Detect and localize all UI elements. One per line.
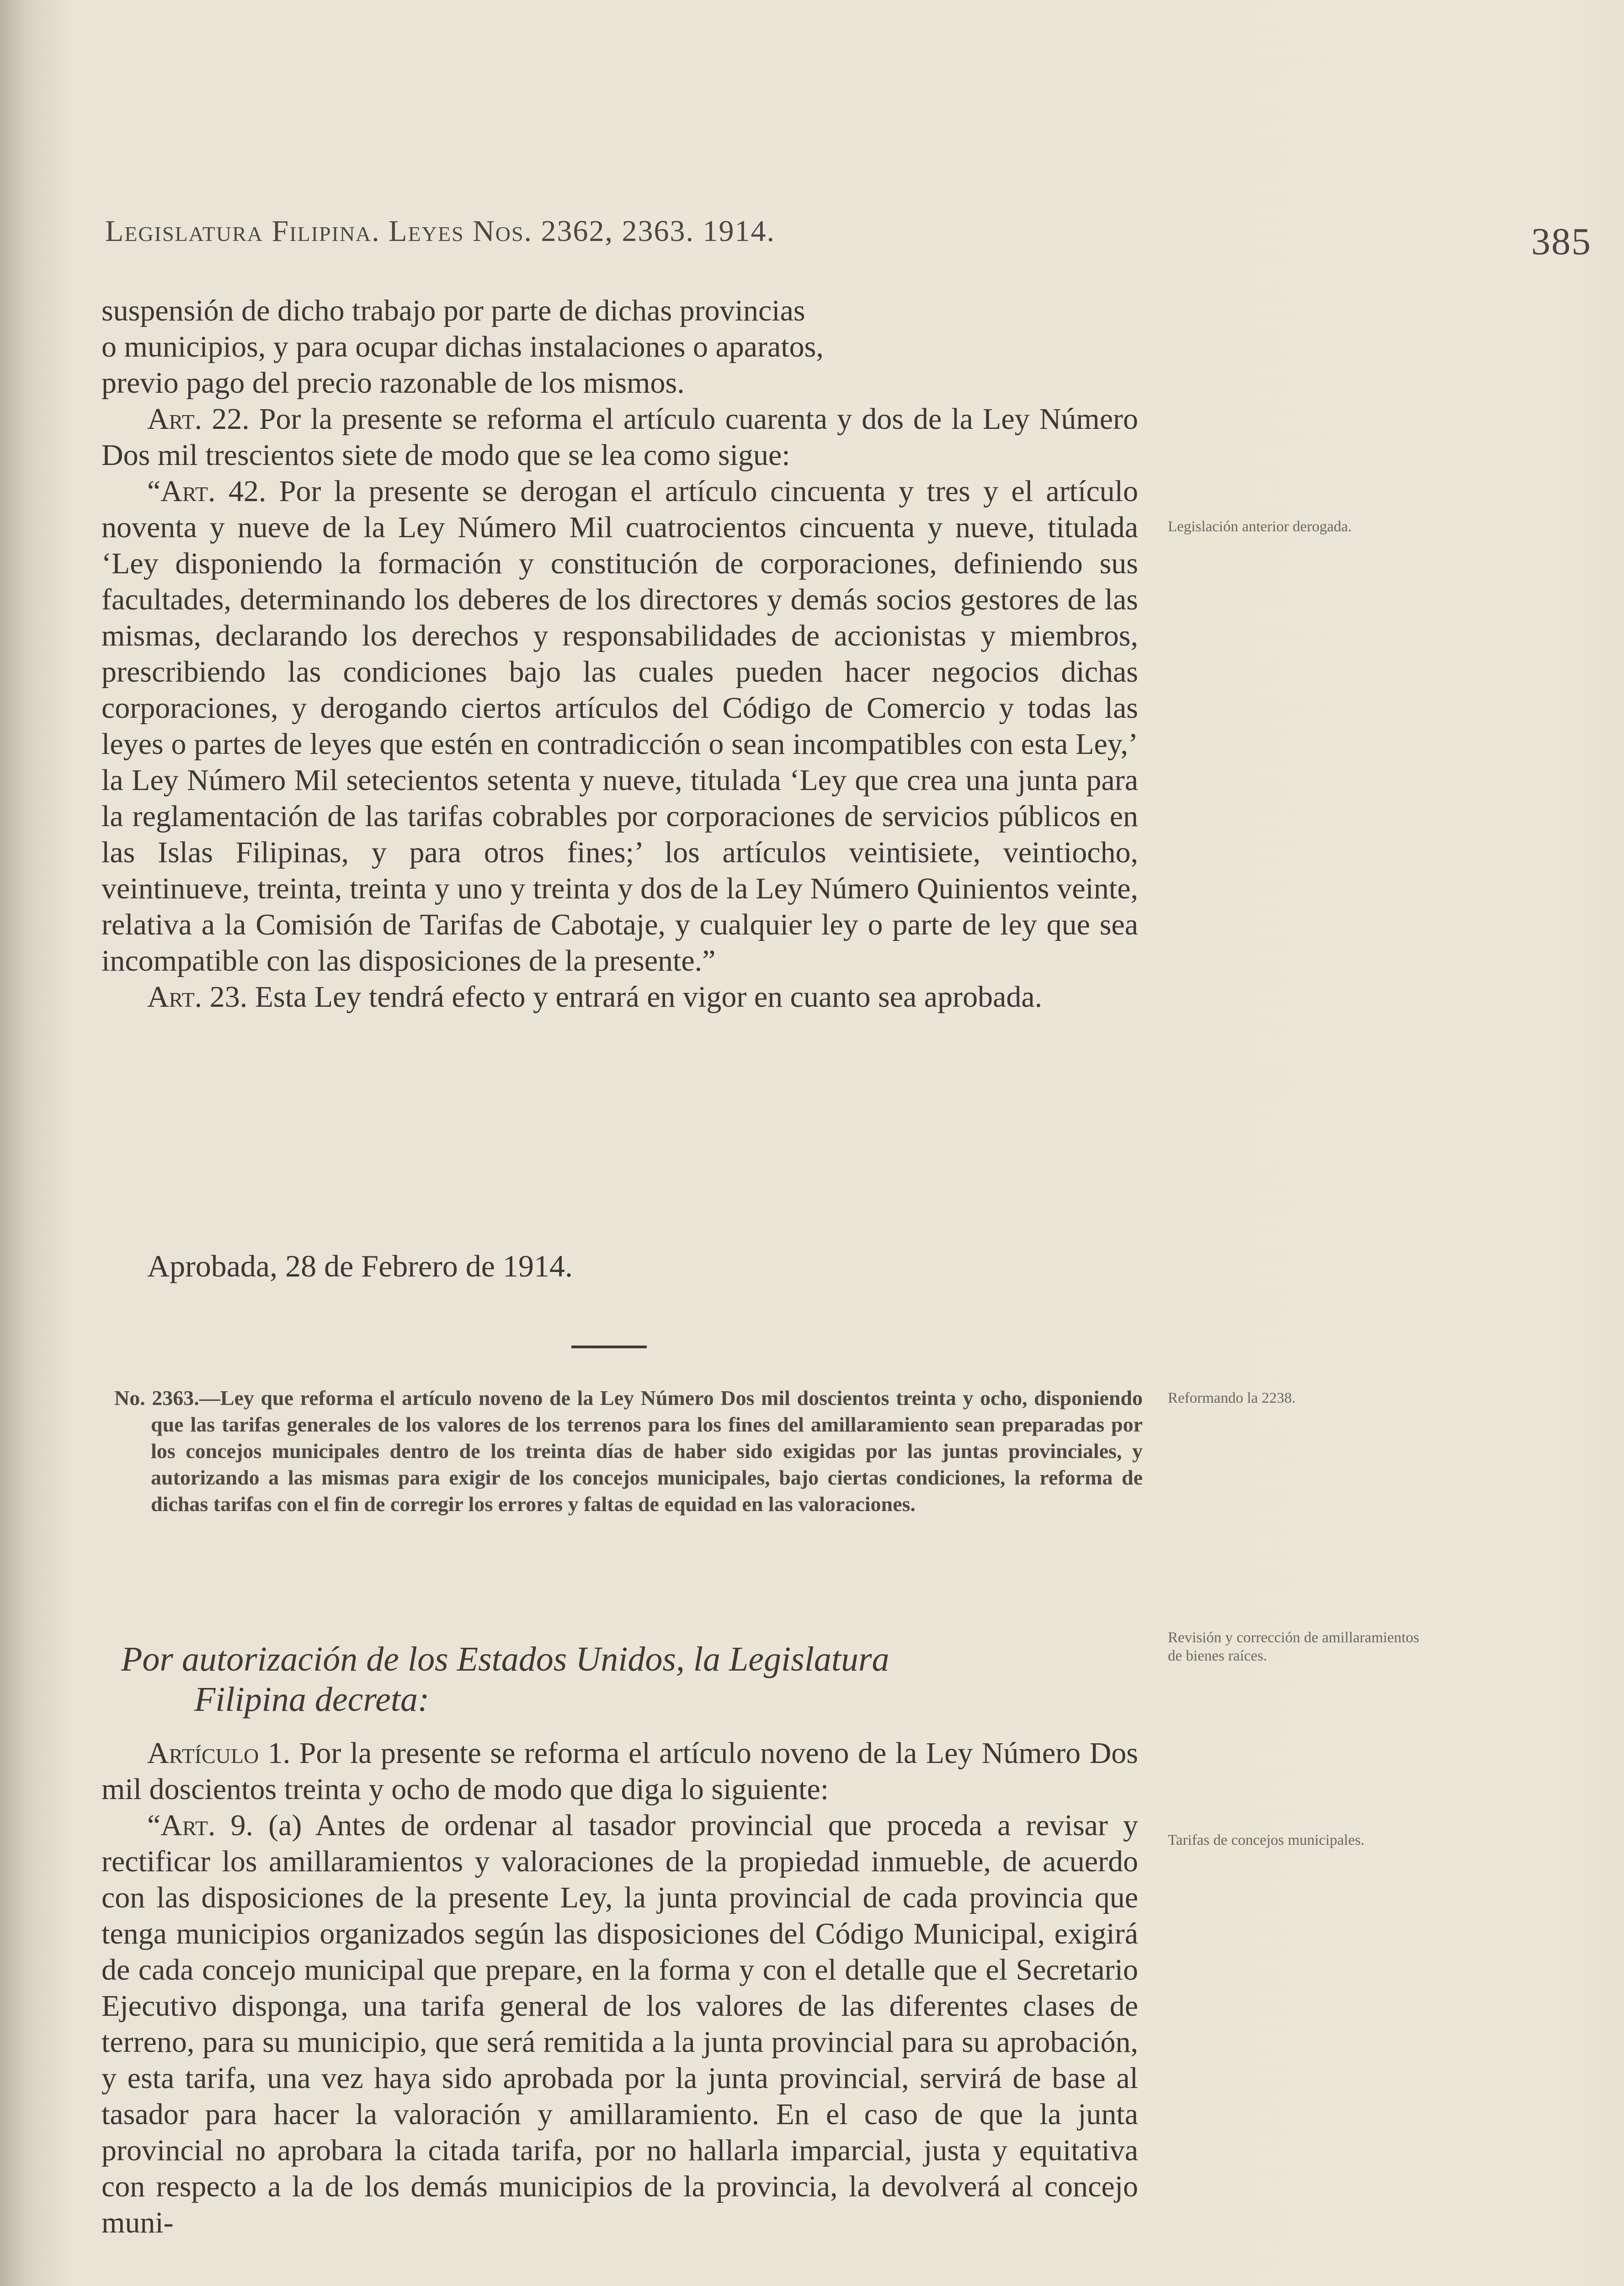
open-quote: “: [147, 475, 161, 508]
act-summary: [114, 1385, 1143, 1517]
article-text: 23. Esta Ley tendrá efecto y entrará en vigor en cuanto sea aprobada.: [202, 980, 1043, 1014]
text-line: previo pago del precio razonable de los mismos.: [101, 366, 685, 400]
act-body: [101, 1735, 1138, 2241]
article-9: [101, 1807, 1138, 2241]
page-number: 385: [1531, 220, 1592, 263]
text-line: o municipios, y para ocupar dichas instalaciones o aparatos,: [101, 330, 824, 363]
article-label: Art.: [160, 1809, 216, 1842]
margin-note-reformando: Reformando la 2238.: [1168, 1390, 1296, 1406]
enacting-line-1: Por autorización de los Estados Unidos, la Legislatura: [121, 1640, 889, 1678]
article-label: Art.: [147, 980, 202, 1014]
approval-date: Aprobada, 28 de Febrero de 1914.: [147, 1249, 573, 1283]
article-text: 9. (a) Antes de ordenar al tasador provincial que proceda a revisar y rectificar los amillaramientos y valoraciones de la propiedad inmueble, de acuerdo con las disposiciones de la presente Ley, la junta provincial de cada provincia que tenga municipios organizados según las disposiciones del Código Municipal, exigirá de cada concejo municipal que prepare, en la forma y con el detalle que el Secretario Ejecutivo disponga, una tarifa general de los valores de las diferentes clases de terreno, para su municipio, que será remitida a la junta provincial para su aprobación, y esta tarifa, una vez haya sido aprobada por la junta provincial, servirá de base al tasador para hacer la valoración y amillaramiento. En el caso de que la junta provincial no aprobara la citada tarifa, por no hallarla imparcial, justa y equitativa con respecto a la de los demás municipios de la provincia, la devolverá al concejo muni-: [101, 1809, 1138, 2239]
open-quote: “: [147, 1809, 161, 1842]
article-label: Art.: [160, 475, 216, 508]
continued-text: [101, 293, 1138, 1015]
article-23: [101, 979, 1138, 1015]
article-label: Artículo: [147, 1736, 259, 1770]
margin-note-derogada: Legislación anterior derogada.: [1168, 518, 1352, 535]
page-header: [105, 214, 1592, 263]
article-22: [101, 401, 1138, 473]
article-label: Art.: [147, 402, 202, 436]
article-text: 42. Por la presente se derogan el artículo cincuenta y tres y el artículo noventa y nueve de la Ley Número Mil cuatrocientos cincuenta y nueve, titulada ‘Ley disponiendo la formación y constitución de corporaciones, definiendo sus facultades, determinando los deberes de los directores y demás socios gestores de las mismas, declarando los derechos y responsabilidades de accionistas y miembros, prescribiendo las condiciones bajo las cuales pueden hacer negocios dichas corporaciones, y derogando ciertos artículos del Código de Comercio y todas las leyes o partes de leyes que estén en contradicción o sean incompatibles con esta Ley,’ la Ley Número Mil setecientos setenta y nueve, titulada ‘Ley que crea una junta para la reglamentación de las tarifas cobrables por corporaciones de servicios públicos en las Islas Filipinas, y para otros fines;’ los artículos veintisiete, veintiocho, veintinueve, treinta, treinta y uno y treinta y dos de la Ley Número Quinientos veinte, relativa a la Comisión de Tarifas de Cabotaje, y cualquier ley o parte de ley que sea incompatible con las disposiciones de la presente.”: [101, 475, 1138, 977]
article-text: 1. Por la presente se reforma el artículo noveno de la Ley Número Dos mil doscientos treinta y ocho de modo que diga lo siguiente:: [101, 1736, 1138, 1806]
enacting-clause: [121, 1639, 1145, 1720]
running-title: Legislatura Filipina. Leyes Nos. 2362, 2363. 1914.: [105, 214, 776, 248]
margin-note-tarifas: Tarifas de concejos municipales.: [1168, 1832, 1365, 1848]
enacting-line-2: Filipina decreta:: [194, 1680, 430, 1719]
text-line: suspensión de dicho trabajo por parte de dichas provincias: [101, 294, 805, 327]
act-summary-text: No. 2363.—Ley que reforma el artículo noveno de la Ley Número Dos mil doscientos treinta y ocho, disponiendo que las tarifas generales de los valores de los terrenos para los fines del amillaramiento sean preparadas por los concejos municipales dentro de los treinta días de haber sido exigidas por las juntas provinciales, y autorizando a las mismas para exigir de los concejos municipales, bajo ciertas condiciones, la reforma de dichas tarifas con el fin de corregir los errores y faltas de equidad en las valoraciones.: [114, 1386, 1143, 1516]
margin-note-revision: Revisión y corrección de amillaramientos de bienes raíces.: [1168, 1629, 1419, 1664]
article-1: [101, 1735, 1138, 1807]
article-42: [101, 473, 1138, 979]
article-text: 22. Por la presente se reforma el artículo cuarenta y dos de la Ley Número Dos mil trescientos siete de modo que se lea como sigue:: [101, 402, 1138, 472]
section-divider: [571, 1346, 647, 1348]
